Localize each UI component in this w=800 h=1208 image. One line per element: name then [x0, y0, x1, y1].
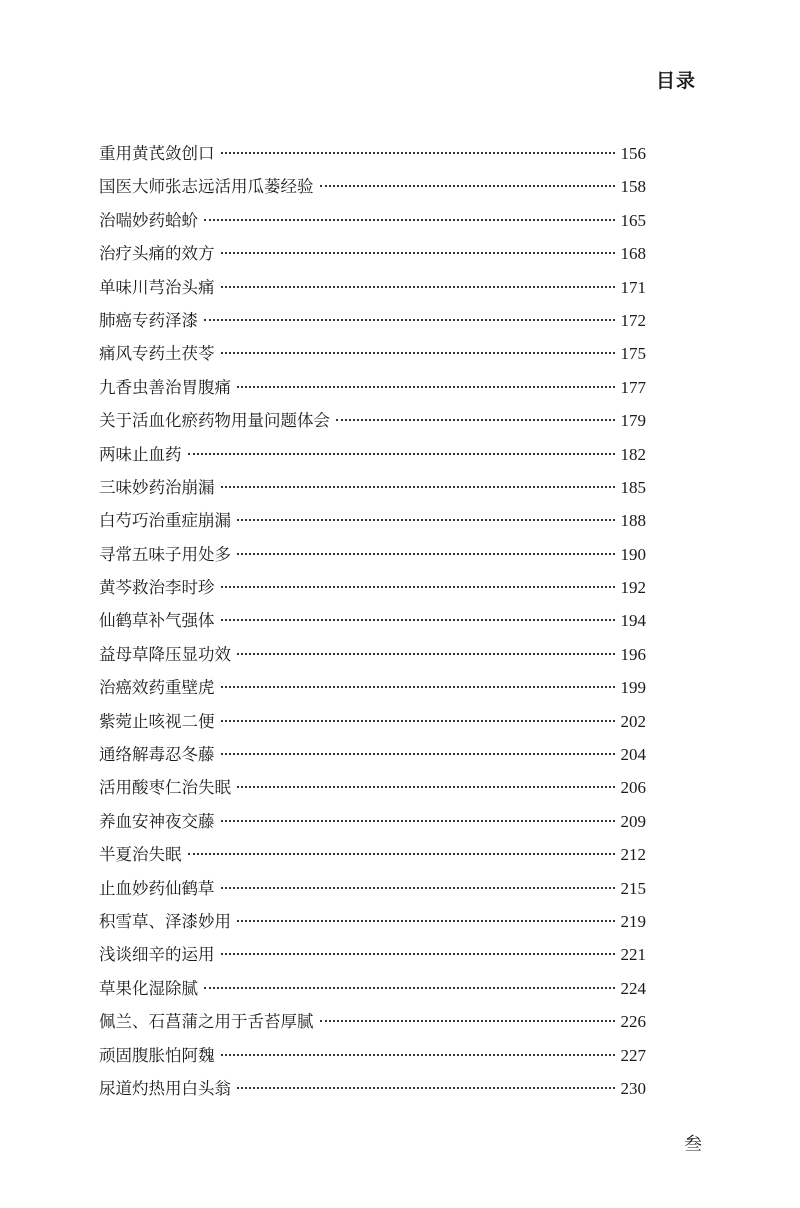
- toc-leader-dots: [221, 887, 615, 889]
- toc-entry-page: 185: [620, 477, 646, 497]
- toc-entry-page: 171: [620, 277, 646, 297]
- toc-leader-dots: [221, 286, 615, 288]
- toc-entry-page: 230: [620, 1078, 646, 1098]
- toc-entry-title: 治疗头痛的效方: [99, 244, 215, 264]
- toc-entry-title: 益母草降压显功效: [99, 644, 231, 664]
- toc-leader-dots: [237, 920, 615, 922]
- toc-leader-dots: [221, 352, 615, 354]
- toc-leader-dots: [204, 319, 615, 321]
- toc-entry-title: 积雪草、泽漆妙用: [99, 911, 231, 931]
- toc-entry-title: 止血妙药仙鹤草: [99, 878, 215, 898]
- toc-entry-page: 204: [620, 745, 646, 765]
- toc-leader-dots: [221, 586, 615, 588]
- toc-entry-title: 通络解毒忍冬藤: [99, 745, 215, 765]
- toc-entry-title: 草果化湿除腻: [99, 978, 198, 998]
- toc-entry-page: 212: [620, 845, 646, 865]
- toc-leader-dots: [320, 185, 615, 187]
- toc-entry-title: 痛风专药土茯苓: [99, 344, 215, 364]
- toc-entry-page: 165: [620, 210, 646, 230]
- toc-entry-title: 治癌效药重壁虎: [99, 678, 215, 698]
- toc-entry[interactable]: [99, 271, 646, 304]
- toc-entry[interactable]: [99, 938, 646, 971]
- toc-entry-title: 紫菀止咳视二便: [99, 711, 215, 731]
- page-number: 叁: [684, 1134, 702, 1155]
- toc-entry-page: 221: [620, 945, 646, 965]
- toc-leader-dots: [221, 486, 615, 488]
- toc-entry-page: 206: [620, 778, 646, 798]
- toc-entry[interactable]: [99, 438, 646, 471]
- toc-entry[interactable]: [99, 805, 646, 838]
- toc-entry-title: 肺癌专药泽漆: [99, 310, 198, 330]
- toc-entry-page: 202: [620, 711, 646, 731]
- toc-entry[interactable]: [99, 371, 646, 404]
- toc-entry-page: 175: [620, 344, 646, 364]
- toc-leader-dots: [221, 252, 615, 254]
- toc-entry-page: 194: [620, 611, 646, 631]
- toc-entry[interactable]: [99, 337, 646, 370]
- toc-entry[interactable]: [99, 671, 646, 704]
- toc-entry-page: 182: [620, 444, 646, 464]
- toc-entry-title: 三味妙药治崩漏: [99, 477, 215, 497]
- toc-entry-page: 226: [620, 1012, 646, 1032]
- toc-entry[interactable]: [99, 504, 646, 537]
- toc-leader-dots: [237, 386, 615, 388]
- toc-entry-title: 黄芩救治李时珍: [99, 578, 215, 598]
- toc-leader-dots: [221, 720, 615, 722]
- toc-entry[interactable]: [99, 571, 646, 604]
- toc-entry-title: 半夏治失眠: [99, 845, 182, 865]
- toc-leader-dots: [221, 152, 615, 154]
- toc-entry-title: 两味止血药: [99, 444, 182, 464]
- toc-entry[interactable]: [99, 972, 646, 1005]
- toc-entry-title: 治喘妙药蛤蚧: [99, 210, 198, 230]
- toc-entry-title: 国医大师张志远活用瓜蒌经验: [99, 177, 314, 197]
- toc-entry[interactable]: [99, 1005, 646, 1038]
- toc-entry-page: 156: [620, 144, 646, 163]
- toc-entry-title: 重用黄芪敛创口: [99, 144, 215, 163]
- toc-entry-title: 活用酸枣仁治失眠: [99, 778, 231, 798]
- toc-entry[interactable]: [99, 638, 646, 671]
- toc-leader-dots: [221, 820, 615, 822]
- toc-entry-title: 顽固腹胀怕阿魏: [99, 1045, 215, 1065]
- toc-entry-title: 浅谈细辛的运用: [99, 945, 215, 965]
- toc-leader-dots: [204, 987, 615, 989]
- toc-leader-dots: [237, 519, 615, 521]
- toc-entry-title: 养血安神夜交藤: [99, 811, 215, 831]
- toc-entry[interactable]: [99, 771, 646, 804]
- table-of-contents: [99, 137, 646, 1105]
- toc-entry-page: 172: [620, 310, 646, 330]
- toc-leader-dots: [188, 853, 615, 855]
- toc-entry-page: 190: [620, 544, 646, 564]
- toc-entry[interactable]: [99, 872, 646, 905]
- toc-entry-title: 仙鹤草补气强体: [99, 611, 215, 631]
- toc-leader-dots: [188, 453, 615, 455]
- toc-entry-title: 关于活血化瘀药物用量问题体会: [99, 411, 330, 431]
- toc-entry[interactable]: [99, 1039, 646, 1072]
- toc-entry-title: 九香虫善治胃腹痛: [99, 377, 231, 397]
- toc-leader-dots: [320, 1020, 615, 1022]
- toc-entry[interactable]: [99, 204, 646, 237]
- toc-entry[interactable]: [99, 705, 646, 738]
- toc-entry[interactable]: [99, 471, 646, 504]
- toc-entry-title: 尿道灼热用白头翁: [99, 1078, 231, 1098]
- toc-entry-title: 白芍巧治重症崩漏: [99, 511, 231, 531]
- toc-leader-dots: [204, 219, 615, 221]
- toc-entry[interactable]: [99, 404, 646, 437]
- toc-entry-page: 192: [620, 578, 646, 598]
- toc-entry-page: 168: [620, 244, 646, 264]
- toc-entry-title: 寻常五味子用处多: [99, 544, 231, 564]
- toc-entry-title: 单味川芎治头痛: [99, 277, 215, 297]
- toc-entry-page: 158: [620, 177, 646, 197]
- toc-entry-page: 224: [620, 978, 646, 998]
- toc-entry-page: 196: [620, 644, 646, 664]
- toc-leader-dots: [237, 653, 615, 655]
- toc-entry-page: 215: [620, 878, 646, 898]
- toc-entry-page: 179: [620, 411, 646, 431]
- toc-entry[interactable]: [99, 137, 646, 170]
- toc-entry[interactable]: [99, 538, 646, 571]
- toc-entry[interactable]: [99, 1072, 646, 1105]
- toc-entry[interactable]: [99, 304, 646, 337]
- toc-leader-dots: [221, 686, 615, 688]
- toc-leader-dots: [221, 619, 615, 621]
- toc-leader-dots: [237, 1087, 615, 1089]
- toc-entry-page: 209: [620, 811, 646, 831]
- toc-leader-dots: [237, 553, 615, 555]
- toc-entry-title: 佩兰、石菖蒲之用于舌苔厚腻: [99, 1012, 314, 1032]
- page-header-title: 目录: [655, 70, 696, 92]
- toc-entry-page: 199: [620, 678, 646, 698]
- toc-entry[interactable]: [99, 838, 646, 871]
- toc-entry[interactable]: [99, 604, 646, 637]
- toc-entry[interactable]: [99, 237, 646, 270]
- toc-leader-dots: [221, 953, 615, 955]
- toc-entry[interactable]: [99, 905, 646, 938]
- toc-entry[interactable]: [99, 170, 646, 203]
- toc-entry-page: 188: [620, 511, 646, 531]
- toc-entry[interactable]: [99, 738, 646, 771]
- toc-leader-dots: [336, 419, 615, 421]
- toc-leader-dots: [221, 1054, 615, 1056]
- toc-leader-dots: [237, 786, 615, 788]
- toc-leader-dots: [221, 753, 615, 755]
- toc-entry-page: 227: [620, 1045, 646, 1065]
- toc-entry-page: 177: [620, 377, 646, 397]
- toc-entry-page: 219: [620, 911, 646, 931]
